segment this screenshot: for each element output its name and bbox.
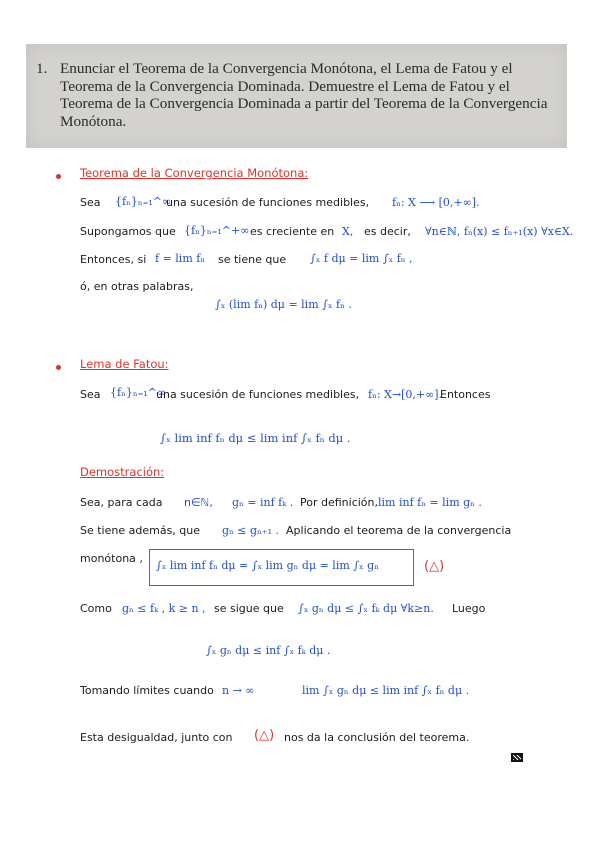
proof-l7-conclusion: nos da la conclusión del teorema. (284, 731, 470, 744)
tcm-line3-entonces: Entonces, si (80, 253, 147, 266)
tcm-line3-equation: ∫ₓ f dμ = lim ∫ₓ fₙ , (310, 252, 413, 265)
heading-tcm: Teorema de la Convergencia Monótona: (80, 166, 309, 180)
bullet-fatou (56, 365, 61, 370)
proof-l4-luego: Luego (452, 602, 486, 615)
heading-fatou: Lema de Fatou: (80, 357, 169, 371)
fatou-line1-entonces: Entonces (440, 388, 491, 401)
proof-l6-text: Tomando límites cuando (80, 684, 214, 697)
proof-l7-text: Esta desigualdad, junto con (80, 731, 233, 744)
heading-proof: Demostración: (80, 465, 165, 479)
tcm-line5-equation: ∫ₓ (lim fₙ) dμ = lim ∫ₓ fₙ . (215, 298, 352, 311)
proof-l5-inequality: ∫ₓ gₙ dμ ≤ inf ∫ₓ fₖ dμ . (206, 644, 331, 657)
tcm-line3-limit: f = lim fₙ (155, 252, 206, 265)
proof-l4-text: se sigue que (214, 602, 284, 615)
tcm-line1-text: una sucesión de funciones medibles, (166, 196, 370, 209)
proof-l4-como: Como (80, 602, 112, 615)
tcm-line2-seq: {fₙ}ₙ₌₁^+∞ (184, 224, 250, 237)
fatou-inequality: ∫ₓ lim inf fₙ dμ ≤ lim inf ∫ₓ fₙ dμ . (160, 431, 351, 445)
tcm-line1-sea: Sea (80, 196, 101, 209)
proof-l2-g: gₙ ≤ gₙ₊₁ . (222, 524, 280, 537)
end-of-proof-icon (511, 753, 523, 762)
proof-l4-g: gₙ ≤ fₖ , k ≥ n , (122, 602, 206, 615)
exercise-statement: Enunciar el Teorema de la Convergencia Monótona, el Lema de Fatou y el Teorema de la Convergencia Dominada. Demuestre el Lema de Fatou y el Teorema de la Convergencia Dominada a partir del Teorema de la Convergencia Monótona. (60, 60, 548, 130)
proof-l1-text: Por definición, (300, 496, 378, 509)
proof-l3-triangle: (△) (424, 559, 445, 574)
proof-l6-n: n → ∞ (222, 684, 255, 697)
proof-l6-inequality: lim ∫ₓ gₙ dμ ≤ lim inf ∫ₓ fₙ dμ . (302, 684, 470, 697)
tcm-line1-seq: {fₙ}ₙ₌₁^∞ (115, 195, 172, 208)
tcm-line2-es-decir: es decir, (364, 225, 411, 238)
tcm-line2-text: es creciente en (250, 225, 335, 238)
proof-l3-monotona: monótona , (80, 552, 143, 565)
tcm-line4: ó, en otras palabras, (80, 280, 194, 293)
proof-l2-text: Se tiene además, que (80, 524, 201, 537)
bullet-tcm (56, 174, 61, 179)
fatou-line1-seq: {fₙ}ₙ₌₁^∞ (110, 386, 167, 399)
proof-l2-aplicando: Aplicando el teorema de la convergencia (286, 524, 512, 537)
fatou-line1-map: fₙ: X→[0,+∞]. (368, 388, 443, 401)
proof-l1-sea: Sea, para cada (80, 496, 163, 509)
tcm-line2-condition: ∀n∈ℕ, fₙ(x) ≤ fₙ₊₁(x) ∀x∈X. (425, 225, 574, 238)
proof-l7-triangle: (△) (254, 728, 275, 743)
proof-l3-box-equation: ∫ₓ lim inf fₙ dμ = ∫ₓ lim gₙ dμ = lim ∫ₓ gₙ (156, 559, 379, 572)
proof-l1-n: n∈ℕ, (184, 496, 213, 509)
exercise-number: 1. (36, 60, 48, 77)
tcm-line2-X: X, (342, 225, 354, 238)
proof-l4-inequality: ∫ₓ gₙ dμ ≤ ∫ₓ fₖ dμ ∀k≥n. (298, 602, 434, 615)
fatou-line1-text: una sucesión de funciones medibles, (156, 388, 360, 401)
proof-l1-g: gₙ = inf fₖ . (232, 496, 294, 509)
tcm-line3-text: se tiene que (218, 253, 287, 266)
tcm-line1-map: fₙ: X ⟶ [0,+∞]. (392, 196, 480, 209)
tcm-line2-supongamos: Supongamos que (80, 225, 176, 238)
proof-l1-limit: lim inf fₙ = lim gₙ . (378, 496, 482, 509)
fatou-line1-sea: Sea (80, 388, 101, 401)
